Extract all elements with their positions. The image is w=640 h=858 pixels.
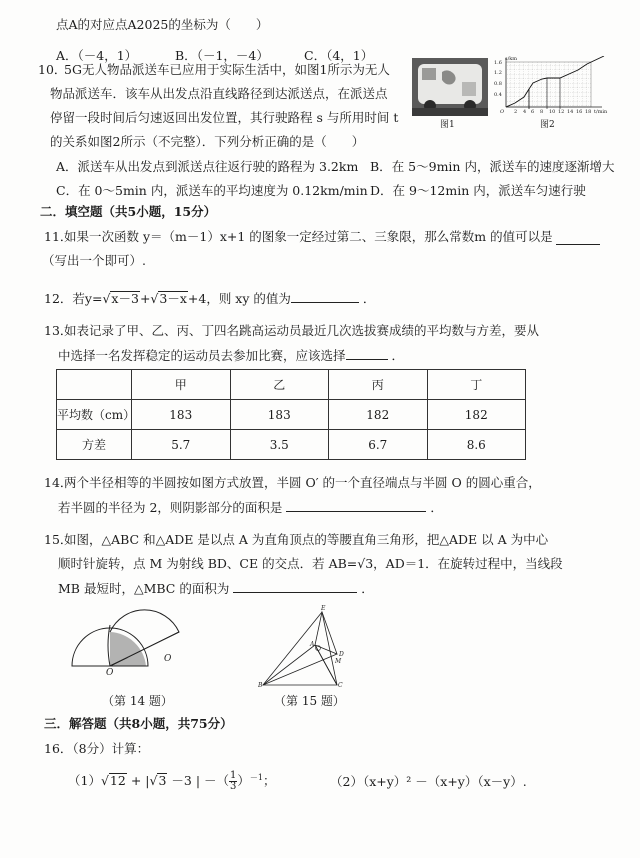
table-header-cell: 丙 <box>329 370 428 400</box>
q12-line: 12．若y=√x－3+√3－x+4，则 xy 的值为 ． <box>44 291 376 306</box>
table-header-cell: 丁 <box>427 370 526 400</box>
table-cell: 182 <box>427 400 526 430</box>
svg-text:A: A <box>310 641 315 648</box>
q9-option-c[interactable]: C．（4，1） <box>304 48 374 63</box>
table-cell: 8.6 <box>427 430 526 460</box>
table-cell: 183 <box>132 400 231 430</box>
distance-time-graph <box>492 56 640 118</box>
svg-text:D: D <box>339 651 344 658</box>
q14-figure-caption: （第 14 题） <box>102 694 173 708</box>
q13-line-1: 如表记录了甲、乙、丙、丁四名跳高运动员最近几次选拔赛成绩的平均数与方差，要从 <box>64 323 540 338</box>
table-header-row <box>57 370 526 400</box>
q11-line-2: （写出一个即可）. <box>42 253 146 268</box>
q16-stem: 16．（8分）计算： <box>44 741 150 756</box>
table-cell: 6.7 <box>329 430 428 460</box>
q10-option-a[interactable]: A．派送车从出发点到派送点往返行驶的路程为 3.2km <box>56 159 359 174</box>
q10-line-4: 的关系如图2所示（不完整）．下列分析正确的是（ ） <box>50 134 365 149</box>
q16-part-2: （2）（x+y）² －（x+y）（x－y）. <box>330 774 527 789</box>
q14-number: 14． <box>44 475 73 490</box>
table-cell: 5.7 <box>132 430 231 460</box>
table-cell: 方差 <box>57 430 132 460</box>
q9-option-b[interactable]: B．（－1，－4） <box>175 48 269 63</box>
svg-text:O: O <box>500 109 505 115</box>
svg-text:2: 2 <box>514 109 518 115</box>
svg-text:E: E <box>321 605 326 612</box>
table-header-cell: 乙 <box>230 370 329 400</box>
q9-option-a[interactable]: A．（－4，1） <box>56 48 138 63</box>
svg-text:16: 16 <box>576 109 583 115</box>
q15-line-3: MB 最短时，△MBC 的面积为 ． <box>58 581 374 596</box>
table-cell: 3.5 <box>230 430 329 460</box>
section3-header: 三．解答题（共8小题，共75分） <box>44 716 233 731</box>
svg-text:O: O <box>106 668 114 675</box>
svg-text:1.6: 1.6 <box>494 60 502 66</box>
q10-line-3: 停留一段时间后匀速返回出发位置，其行驶路程 s 与所用时间 t <box>50 110 399 125</box>
table-cell: 182 <box>329 400 428 430</box>
q10-number: 10． <box>38 62 67 77</box>
q10-line-2: 物品派送车．该车从出发点沿直线路径到达派送点，在派送点 <box>50 86 388 101</box>
fraction-one-third: $\frac{1}{3}$ <box>230 770 237 793</box>
svg-text:O: O <box>164 654 172 664</box>
q14-line-2: 若半圆的半径为 2，则阴影部分的面积是 ． <box>58 500 443 515</box>
q14-line-1: 两个半径相等的半圆按如图方式放置，半圆 O′ 的一个直径端点与半圆 O 的圆心重合， <box>64 475 541 490</box>
svg-text:s/km: s/km <box>505 56 518 62</box>
q11-answer-blank[interactable] <box>556 231 600 245</box>
svg-text:B: B <box>258 682 263 687</box>
q15-number: 15． <box>44 532 73 547</box>
q15-answer-blank[interactable] <box>233 580 357 593</box>
q15-figure-caption: （第 15 题） <box>274 694 345 708</box>
svg-text:M: M <box>335 658 342 665</box>
svg-text:8: 8 <box>540 109 544 115</box>
fig1-caption: 图1 <box>440 120 455 130</box>
svg-text:10: 10 <box>549 109 556 115</box>
svg-text:18: 18 <box>585 109 592 115</box>
athlete-stats-table <box>56 369 526 460</box>
svg-text:0.4: 0.4 <box>494 92 502 98</box>
q13-answer-blank[interactable] <box>346 347 388 360</box>
q10-option-c[interactable]: C．在 0～5min 内，派送车的平均速度为 0.12km/min <box>56 183 368 198</box>
fig2-caption: 图2 <box>540 120 555 130</box>
q10-line-1: 5G无人物品派送车已应用于实际生活中，如图1所示为无人 <box>64 62 390 77</box>
q14-answer-blank[interactable] <box>286 499 426 512</box>
delivery-vehicle-photo <box>412 58 488 116</box>
table-header-cell: 甲 <box>132 370 231 400</box>
table-row <box>57 430 526 460</box>
table-header-cell <box>57 370 132 400</box>
table-cell: 183 <box>230 400 329 430</box>
q10-option-b[interactable]: B．在 5～9min 内，派送车的速度逐渐增大 <box>370 159 615 174</box>
q16-part-1: （1）√12 + |√3 －3 | －（ $\frac{1}{3}$ ）$^{-1}$； <box>68 770 276 793</box>
q11-number: 11． <box>44 229 73 244</box>
table-cell: 平均数（cm） <box>57 400 132 430</box>
q14-semicircles-figure <box>66 605 196 675</box>
section2-header: 二．填空题（共5小题，15分） <box>40 204 217 219</box>
q13-number: 13． <box>44 323 73 338</box>
q9-stem-tail: 点A的对应点A2025的坐标为（ ） <box>56 17 269 32</box>
svg-text:0.8: 0.8 <box>494 81 502 87</box>
svg-text:4: 4 <box>523 109 527 115</box>
svg-text:t/min: t/min <box>594 109 608 115</box>
q10-option-d[interactable]: D．在 9～12min 内，派送车匀速行驶 <box>370 183 586 198</box>
svg-text:6: 6 <box>531 109 535 115</box>
table-row <box>57 400 526 430</box>
q15-line-1: 如图，△ABC 和△ADE 是以点 A 为直角顶点的等腰直角三角形，把△ADE 以 A 为中心 <box>64 532 549 547</box>
q11-line-1: 如果一次函数 y＝（m－1）x+1 的图象一定经过第二、三象限，那么常数m 的值可以是 <box>64 229 553 244</box>
q15-line-2: 顺时针旋转，点 M 为射线 BD、CE 的交点．若 AB=√3，AD＝1．在旋转过程中，当线段 <box>58 556 563 571</box>
svg-text:14: 14 <box>567 109 574 115</box>
svg-text:12: 12 <box>558 109 565 115</box>
q15-triangles-figure <box>258 603 358 687</box>
svg-text:C: C <box>338 682 343 687</box>
q13-line-2: 中选择一名发挥稳定的运动员去参加比赛，应该选择 ． <box>58 348 405 363</box>
q12-answer-blank[interactable] <box>291 290 359 303</box>
svg-text:1.2: 1.2 <box>494 70 502 76</box>
